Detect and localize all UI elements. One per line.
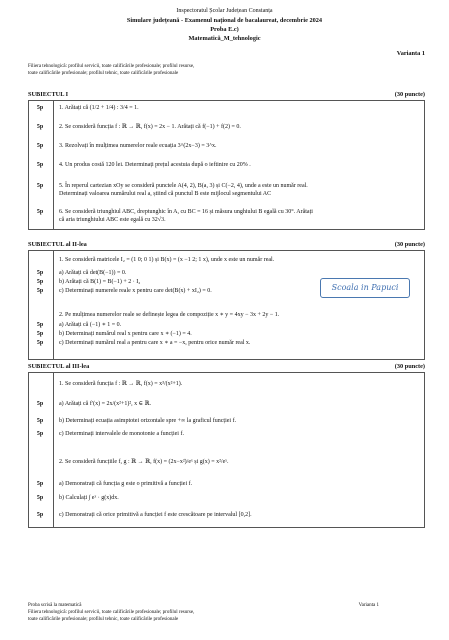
section3-box	[28, 372, 425, 528]
points-cell: 5p	[36, 270, 44, 276]
points-divider	[53, 251, 54, 359]
points-cell: 5p	[36, 143, 44, 149]
exam-proba: Proba E.c)	[210, 26, 239, 33]
question-text: 1. Se consideră funcția f : ℝ → ℝ, f(x) = x³/(x²+1).	[59, 381, 183, 387]
question-line: Determinați valoarea numărului real a, știind că punctul B este mijlocul segmentului AC	[59, 190, 272, 197]
question-text: a) Arătați că det(B(−1)) = 0.	[59, 270, 127, 276]
variant-label: Varianta 1	[396, 50, 425, 57]
points-cell: 5p	[36, 431, 44, 437]
points-cell: 5p	[36, 495, 44, 501]
inspectorate-header: Inspectoratul Școlar Județean Constanța	[176, 8, 273, 14]
exam-title: Simulare județeană - Examenul național de bacalaureat, decembrie 2024	[126, 17, 323, 24]
filiera-line: Filiera tehnologică: profilul servicii, toate calificările profesionale; profilul resurse,	[28, 64, 195, 69]
question-text: 1. Arătați că (1/2 + 1/4) : 3/4 = 1.	[59, 105, 139, 111]
points-cell: 5p	[36, 418, 44, 424]
points-cell: 5p	[36, 322, 44, 328]
question-text: b) Determinați numărul real x pentru care x ∗ (−1) = 4.	[59, 331, 192, 337]
question-text	[59, 183, 420, 198]
question-text: b) Determinați ecuația asimptotei orizontale spre +∞ la graficul funcției f.	[59, 418, 237, 424]
question-text: 2. Se consideră funcția f : ℝ → ℝ, f(x) = 2x − 1. Arătați că f(−1) + f(2) = 0.	[59, 124, 241, 130]
points-cell: 5p	[36, 288, 44, 294]
question-text: 2. Se consideră funcțiile f, g : ℝ → ℝ, f(x) = (2x−x²)/eˣ și g(x) = x²/eˣ.	[59, 459, 229, 465]
question-text: b) Calculați ∫ eˣ · g(x)dx.	[59, 495, 119, 501]
question-line: că aria triunghiului ABC este egală cu 32√3.	[59, 216, 166, 223]
section3-title: SUBIECTUL al III-lea	[28, 363, 90, 370]
footer-line: Filiera tehnologică: profilul servicii, toate calificările profesionale; profilul resurse,	[28, 609, 195, 615]
question-text: 4. Un produs costă 120 lei. Determinați prețul acestuia după o ieftinire cu 20% .	[59, 162, 251, 168]
points-cell: 5p	[36, 331, 44, 337]
points-cell: 5p	[36, 209, 44, 215]
question-text: 1. Se consideră matricele I₂ = (1 0; 0 1) și B(x) = (x −1 2; 1 x), unde x este un număr real.	[59, 257, 275, 263]
question-text	[59, 209, 420, 224]
footer-line: Proba scrisă la matematică	[28, 603, 82, 608]
footer-line: toate calificările profesionale; profilul tehnic, toate calificările profesionale	[28, 616, 179, 622]
points-cell: 5p	[36, 340, 44, 346]
points-cell: 5p	[36, 512, 44, 518]
question-text: a) Arătați că f′(x) = 2x/(x²+1)², x ∈ ℝ.	[59, 401, 152, 407]
points-cell: 5p	[36, 105, 44, 111]
question-line: 5. În reperul cartezian xOy se consideră punctele A(4, 2), B(a, 3) și C(−2, 4), unde a este un număr real.	[59, 183, 308, 189]
section2-box	[28, 250, 425, 360]
section3-points: (30 puncte)	[394, 363, 425, 370]
section2-title: SUBIECTUL al II-lea	[28, 241, 87, 248]
section1-title: SUBIECTUL I	[28, 91, 69, 98]
school-stamp: Scoala in Papuci	[320, 278, 410, 298]
points-cell: 5p	[36, 279, 44, 285]
filiera-note	[28, 64, 428, 77]
section1-points: (30 puncte)	[394, 91, 425, 98]
question-line: 6. Se consideră triunghiul ABC, dreptunghic în A, cu BC = 16 și măsura unghiului B egală cu 30°. Arătați	[59, 209, 313, 215]
points-cell: 5p	[36, 183, 44, 189]
question-text: a) Arătați că (−1) ∗ 1 = 0.	[59, 322, 122, 328]
section1-header	[28, 91, 425, 99]
question-text: c) Demonstrați că orice primitivă a funcției f este crescătoare pe intervalul [0,2].	[59, 512, 252, 518]
page-footer	[28, 603, 358, 623]
points-divider	[53, 101, 54, 229]
footer-variant: Varianta 1	[358, 603, 379, 608]
exam-subject: Matematică_M_tehnologic	[188, 35, 261, 42]
points-cell: 5p	[36, 401, 44, 407]
question-text: 2. Pe mulțimea numerelor reale se definește legea de compoziție x ∗ y = 4xy − 3x + 2y − 1.	[59, 312, 280, 318]
section1-box	[28, 100, 425, 230]
filiera-line: toate calificările profesionale; profilul tehnic, toate calificările profesionale	[28, 70, 179, 76]
points-cell: 5p	[36, 162, 44, 168]
points-cell: 5p	[36, 481, 44, 487]
question-text: a) Demonstrați că funcția g este o primitivă a funcției f.	[59, 481, 193, 487]
question-text: c) Determinați intervalele de monotonie a funcției f.	[59, 431, 184, 437]
section3-header	[28, 363, 425, 371]
points-divider	[53, 373, 54, 527]
points-cell: 5p	[36, 124, 44, 130]
section2-header	[28, 241, 425, 249]
question-text: c) Determinați numărul real a pentru care x ∗ a = −x, pentru orice număr real x.	[59, 340, 251, 346]
question-text: c) Determinați numerele reale x pentru care det(B(x) + xI₂) = 0.	[59, 288, 212, 294]
question-text: 3. Rezolvați în mulțimea numerelor reale ecuația 3^(2x−3) = 3^x.	[59, 143, 217, 149]
question-text: b) Arătați că B(1) = B(−1) + 2 · I₂	[59, 279, 141, 285]
section2-points: (30 puncte)	[394, 241, 425, 248]
